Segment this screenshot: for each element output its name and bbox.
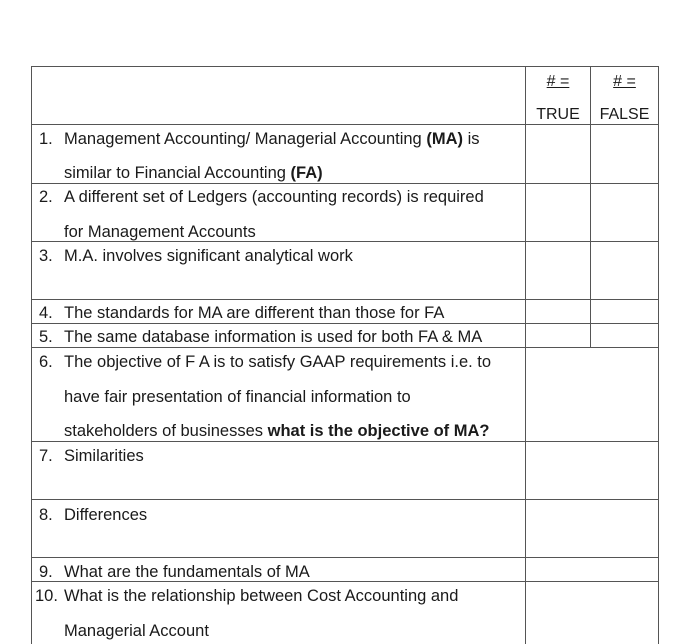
question-text: Differences	[64, 506, 148, 524]
question-text: A different set of Ledgers (accounting records) is required	[64, 188, 484, 206]
question-text: What is the relationship between Cost Accounting and	[64, 587, 459, 605]
question-text-cont: have fair presentation of financial information to	[64, 388, 411, 406]
true-count-label: # =	[546, 73, 570, 90]
row-3-bottom-line	[31, 299, 659, 300]
question-text-cont: for Management Accounts	[64, 223, 256, 241]
question-text: Management Accounting/ Managerial Accounting (MA) is	[64, 130, 480, 148]
true-column-header: TRUE	[536, 106, 580, 123]
question-number: 8.	[39, 506, 53, 524]
question-number: 10.	[35, 587, 58, 605]
question-text-cont: Managerial Account	[64, 622, 209, 640]
false-count-label: # =	[613, 73, 636, 90]
question-number: 7.	[39, 447, 53, 465]
question-text: The objective of F A is to satisfy GAAP requirements i.e. to	[64, 353, 492, 371]
question-number: 2.	[39, 188, 53, 206]
question-number: 4.	[39, 304, 53, 322]
row-8-bottom-line	[31, 557, 659, 558]
question-number: 9.	[39, 563, 53, 581]
question-number: 3.	[39, 247, 53, 265]
row-5-bottom-line	[31, 347, 659, 348]
row-1-bottom-line	[31, 183, 659, 184]
question-text-cont: stakeholders of businesses what is the objective of MA?	[64, 422, 490, 440]
question-text: M.A. involves significant analytical work	[64, 247, 353, 265]
question-text: The same database information is used for both FA & MA	[64, 328, 483, 346]
question-text: Similarities	[64, 447, 144, 465]
question-number: 6.	[39, 353, 53, 371]
row-4-bottom-line	[31, 323, 659, 324]
question-number: 5.	[39, 328, 53, 346]
question-text-cont: similar to Financial Accounting (FA)	[64, 164, 323, 182]
row-6-bottom-line	[31, 441, 659, 442]
question-number: 1.	[39, 130, 53, 148]
question-text: What are the fundamentals of MA	[64, 563, 310, 581]
table-top-border	[31, 66, 659, 67]
row-7-bottom-line	[31, 499, 659, 500]
question-text: The standards for MA are different than those for FA	[64, 304, 445, 322]
false-column-header: FALSE	[599, 106, 650, 123]
